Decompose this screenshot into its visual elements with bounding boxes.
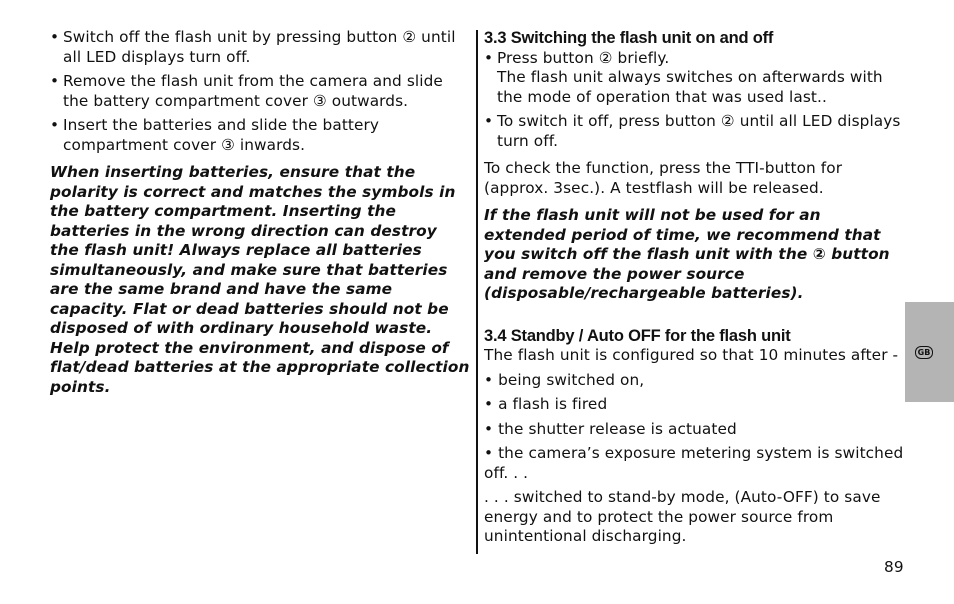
list-item: • being switched on,: [484, 370, 645, 389]
list-item: • Remove the flash unit from the camera and slide the battery compartment cover ③ outwards.: [50, 72, 470, 111]
paragraph: The flash unit is configured so that 10 minutes after -: [484, 346, 899, 364]
section-3-3: [484, 29, 904, 304]
column-divider: [476, 30, 478, 554]
list-item: • Insert the batteries and slide the battery compartment cover ③ inwards.: [50, 116, 470, 155]
section-heading: 3.4 Standby / Auto OFF for the flash unit: [484, 326, 791, 345]
list-item-note: The flash unit always switches on afterwards with the mode of operation that was used last..: [497, 68, 883, 106]
storage-recommendation: If the flash unit will not be used for an extended period of time, we recommend that you switch off the flash unit with the ② button and remove the power source (disposable/rechargeable batteries).: [484, 206, 890, 302]
page-number: 89: [884, 558, 904, 576]
paragraph: To check the function, press the TTI-button for (approx. 3sec.). A testflash will be released.: [484, 159, 843, 197]
battery-warning: When inserting batteries, ensure that the polarity is correct and matches the symbols in the battery compartment. Inserting the batteries in the wrong direction can destroy the flash unit! Always replace all batteries simultaneously, and make sure that batteries are the same brand and have the same capacity. Flat or dead batteries should not be disposed of with ordinary household waste. Help protect the environment, and dispose of flat/dead batteries at the appropriate collection points.: [50, 163, 470, 396]
language-tab: [905, 302, 954, 402]
section-3-4: [484, 327, 904, 547]
list-item: • the shutter release is actuated: [484, 419, 737, 438]
list-item: • Press button ② briefly.: [484, 49, 904, 69]
list-item: • a flash is fired: [484, 395, 608, 413]
list-item: • To switch it off, press button ② until all LED displays turn off.: [484, 112, 904, 151]
left-column: [50, 28, 470, 397]
language-badge: GB: [915, 346, 933, 359]
right-column: [484, 29, 904, 547]
list-item: • Switch off the flash unit by pressing button ② until all LED displays turn off.: [50, 28, 470, 67]
list-item: • the camera’s exposure metering system is switched off. . .: [484, 444, 904, 482]
paragraph: . . . switched to stand-by mode, (Auto-OFF) to save energy and to protect the power source from unintentional discharging.: [484, 488, 881, 545]
section-heading: 3.3 Switching the flash unit on and off: [484, 29, 774, 47]
